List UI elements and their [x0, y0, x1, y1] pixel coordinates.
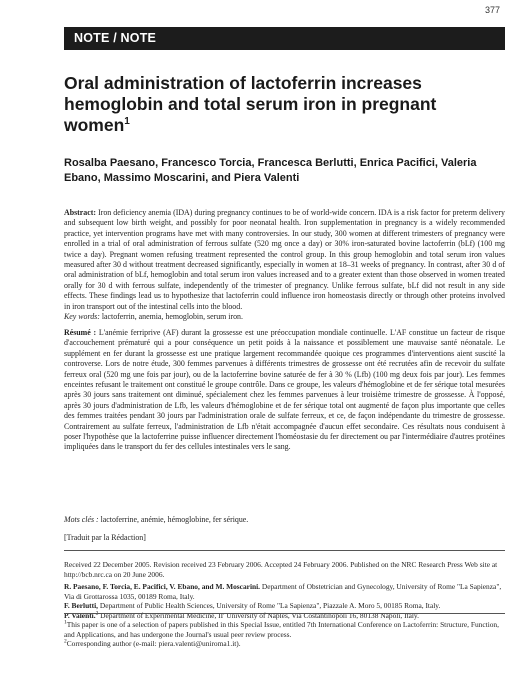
affiliation-text: Department of Obstetrician and Gynecology, University of Rome "La Sapienza", Via di Grottarossa 1035, 00189 Roma, Italy. [64, 582, 502, 601]
translation-note: [Traduit par la Rédaction] [64, 533, 146, 542]
resume-label: Résumé : [64, 328, 97, 337]
front-matter-divider [64, 550, 505, 551]
section-banner: NOTE / NOTE [64, 27, 505, 50]
affiliations [64, 582, 505, 620]
keywords-label: Key words: [64, 312, 100, 321]
abstract-label: Abstract: [64, 208, 96, 217]
affiliation-line [64, 601, 505, 611]
title-footnote-mark: 1 [124, 116, 130, 128]
footnotes [64, 620, 505, 649]
received-dates: Received 22 December 2005. Revision received 23 February 2006. Accepted 24 February 2006. Published on the NRC Research Press Web site at http://bcb.nrc.ca on 20 June 2006. [64, 560, 498, 579]
affiliation-names: F. Berlutti, [64, 601, 99, 611]
affiliation-names: P. Valenti. [64, 610, 96, 620]
abstract-paragraph [64, 208, 505, 312]
footnote [64, 620, 505, 639]
footnote [64, 639, 505, 649]
resume-text: L'anémie ferriprive (AF) durant la grossesse est une préoccupation mondiale continuelle. L'AF constitue un facteur de risque d'accouchement prématuré qui a pour conséquence un petit poids à la naissance et possiblement une mauvaise santé néonatale. Le supplément en fer durant la grossesse est une pratique largement recommandée quoique ces programmes d'interventions aient suscité la controverse. Lors de notre étude, 300 femmes parvenues à différents trimestres de grossesse ont été recrutées afin de recevoir du sulfate ferreux oral (520 mg une fois par jour), ou de la lactoferrine bovine saturée de fer à 30 % (Lfb) (100 mg deux fois par jour). Les femmes enceintes refusant le traitement ont constitué le groupe contrôle. Dans ce groupe, les valeurs d'hémoglobine et de fer sérique total mesurées après 30 jours sans traitement ont diminué, spécialement chez les femmes parvenues à leur troisième trimestre de grossesse. À l'opposé, après 30 jours d'administration de Lfb, les valeurs d'hémoglobine et de fer sérique total ont augmenté de façon plus importante que celles des femmes traitées pendant 30 jours par l'administration orale de sulfate ferreux, et ce, de façon indépendante du trimestre de grossesse. Contrairement au sulfate ferreux, l'administration de Lfb n'était accompagnée d'aucun effet secondaire. Ces résultats nous conduisent à poser l'hypothèse que la lactoferrine puisse influencer directement l'homéostasie du fer directement ou par l'intermédiaire d'autres protéines impliquées dans le transport du fer des cellules intestinales vers le sang. [64, 328, 505, 452]
mots-cles-text: lactoferrine, anémie, hémoglobine, fer sérique. [98, 515, 249, 524]
abstract-text: Iron deficiency anemia (IDA) during pregnancy continues to be of world-wide concern. IDA is a risk factor for preterm delivery and subsequent low birth weight, and possibly for poor neonatal health. Iron supplementation in pregnancy is a widely recommended practice, yet intervention programs have met with many controversies. In our study, 300 women at different trimesters of pregnancy were enrolled in a trial of oral administration of ferrous sulfate (520 mg once a day) or 30% iron-saturated bovine lactoferrin (bLf) (100 mg twice a day). Pregnant women refusing treatment represented the control group. In this group hemoglobin and total serum iron values measured after 30 d without treatment decreased significantly, especially in women at 18–31 weeks of pregnancy. In contrast, after 30 d of oral administration of bLf, hemoglobin and total serum iron values increased and to a greater extent than those observed in women treated orally for 30 d with ferrous sulfate, independently of the trimester of pregnancy. Unlike ferrous sulfate, bLf did not result in any side effects. These findings lead us to hypothesize that lactoferrin could influence iron homeostasis directly or through other proteins involved in iron transport out of the intestinal cells into the blood. [64, 208, 505, 311]
footnote-text: Corresponding author (e-mail: piera.valenti@uniroma1.it). [66, 639, 241, 649]
article-title [64, 73, 484, 136]
footnote-divider [64, 613, 505, 614]
mots-cles-paragraph [64, 515, 505, 525]
footnote-text: This paper is one of a selection of papers published in this Special Issue, entitled 7th International Conference on Lactoferrin: Structure, Function, and Applications, and has undergone the Journal's usual peer review process. [64, 620, 499, 639]
affiliation-text: Department of Experimental Medicine, II' University of Naples, Via Costantinopoli 16, 80138 Napoli, Italy. [98, 610, 419, 620]
affiliation-names: R. Paesano, F. Torcia, E. Pacifici, V. Ebano, and M. Moscarini. [64, 582, 261, 591]
affiliation-line [64, 582, 505, 601]
affiliation-text: Department of Public Health Sciences, University of Rome "La Sapienza", Piazzale A. Moro 5, 00185 Roma, Italy. [98, 601, 441, 611]
mots-cles-label: Mots clés : [64, 515, 99, 524]
page-number: 377 [484, 5, 500, 15]
affiliation-mark: 2 [95, 610, 99, 617]
footnote-mark: 2 [64, 638, 67, 645]
author-list: Rosalba Paesano, Francesco Torcia, Francesca Berlutti, Enrica Pacifici, Valeria Ebano, Massimo Moscarini, and Piera Valenti [64, 157, 477, 184]
resume-paragraph [64, 328, 505, 453]
footnote-mark: 1 [64, 619, 67, 626]
article-title-text: Oral administration of lactoferrin increases hemoglobin and total serum iron in pregnant women [64, 73, 437, 135]
keywords-text: lactoferrin, anemia, hemoglobin, serum iron. [99, 312, 243, 321]
keywords-paragraph [64, 312, 505, 322]
